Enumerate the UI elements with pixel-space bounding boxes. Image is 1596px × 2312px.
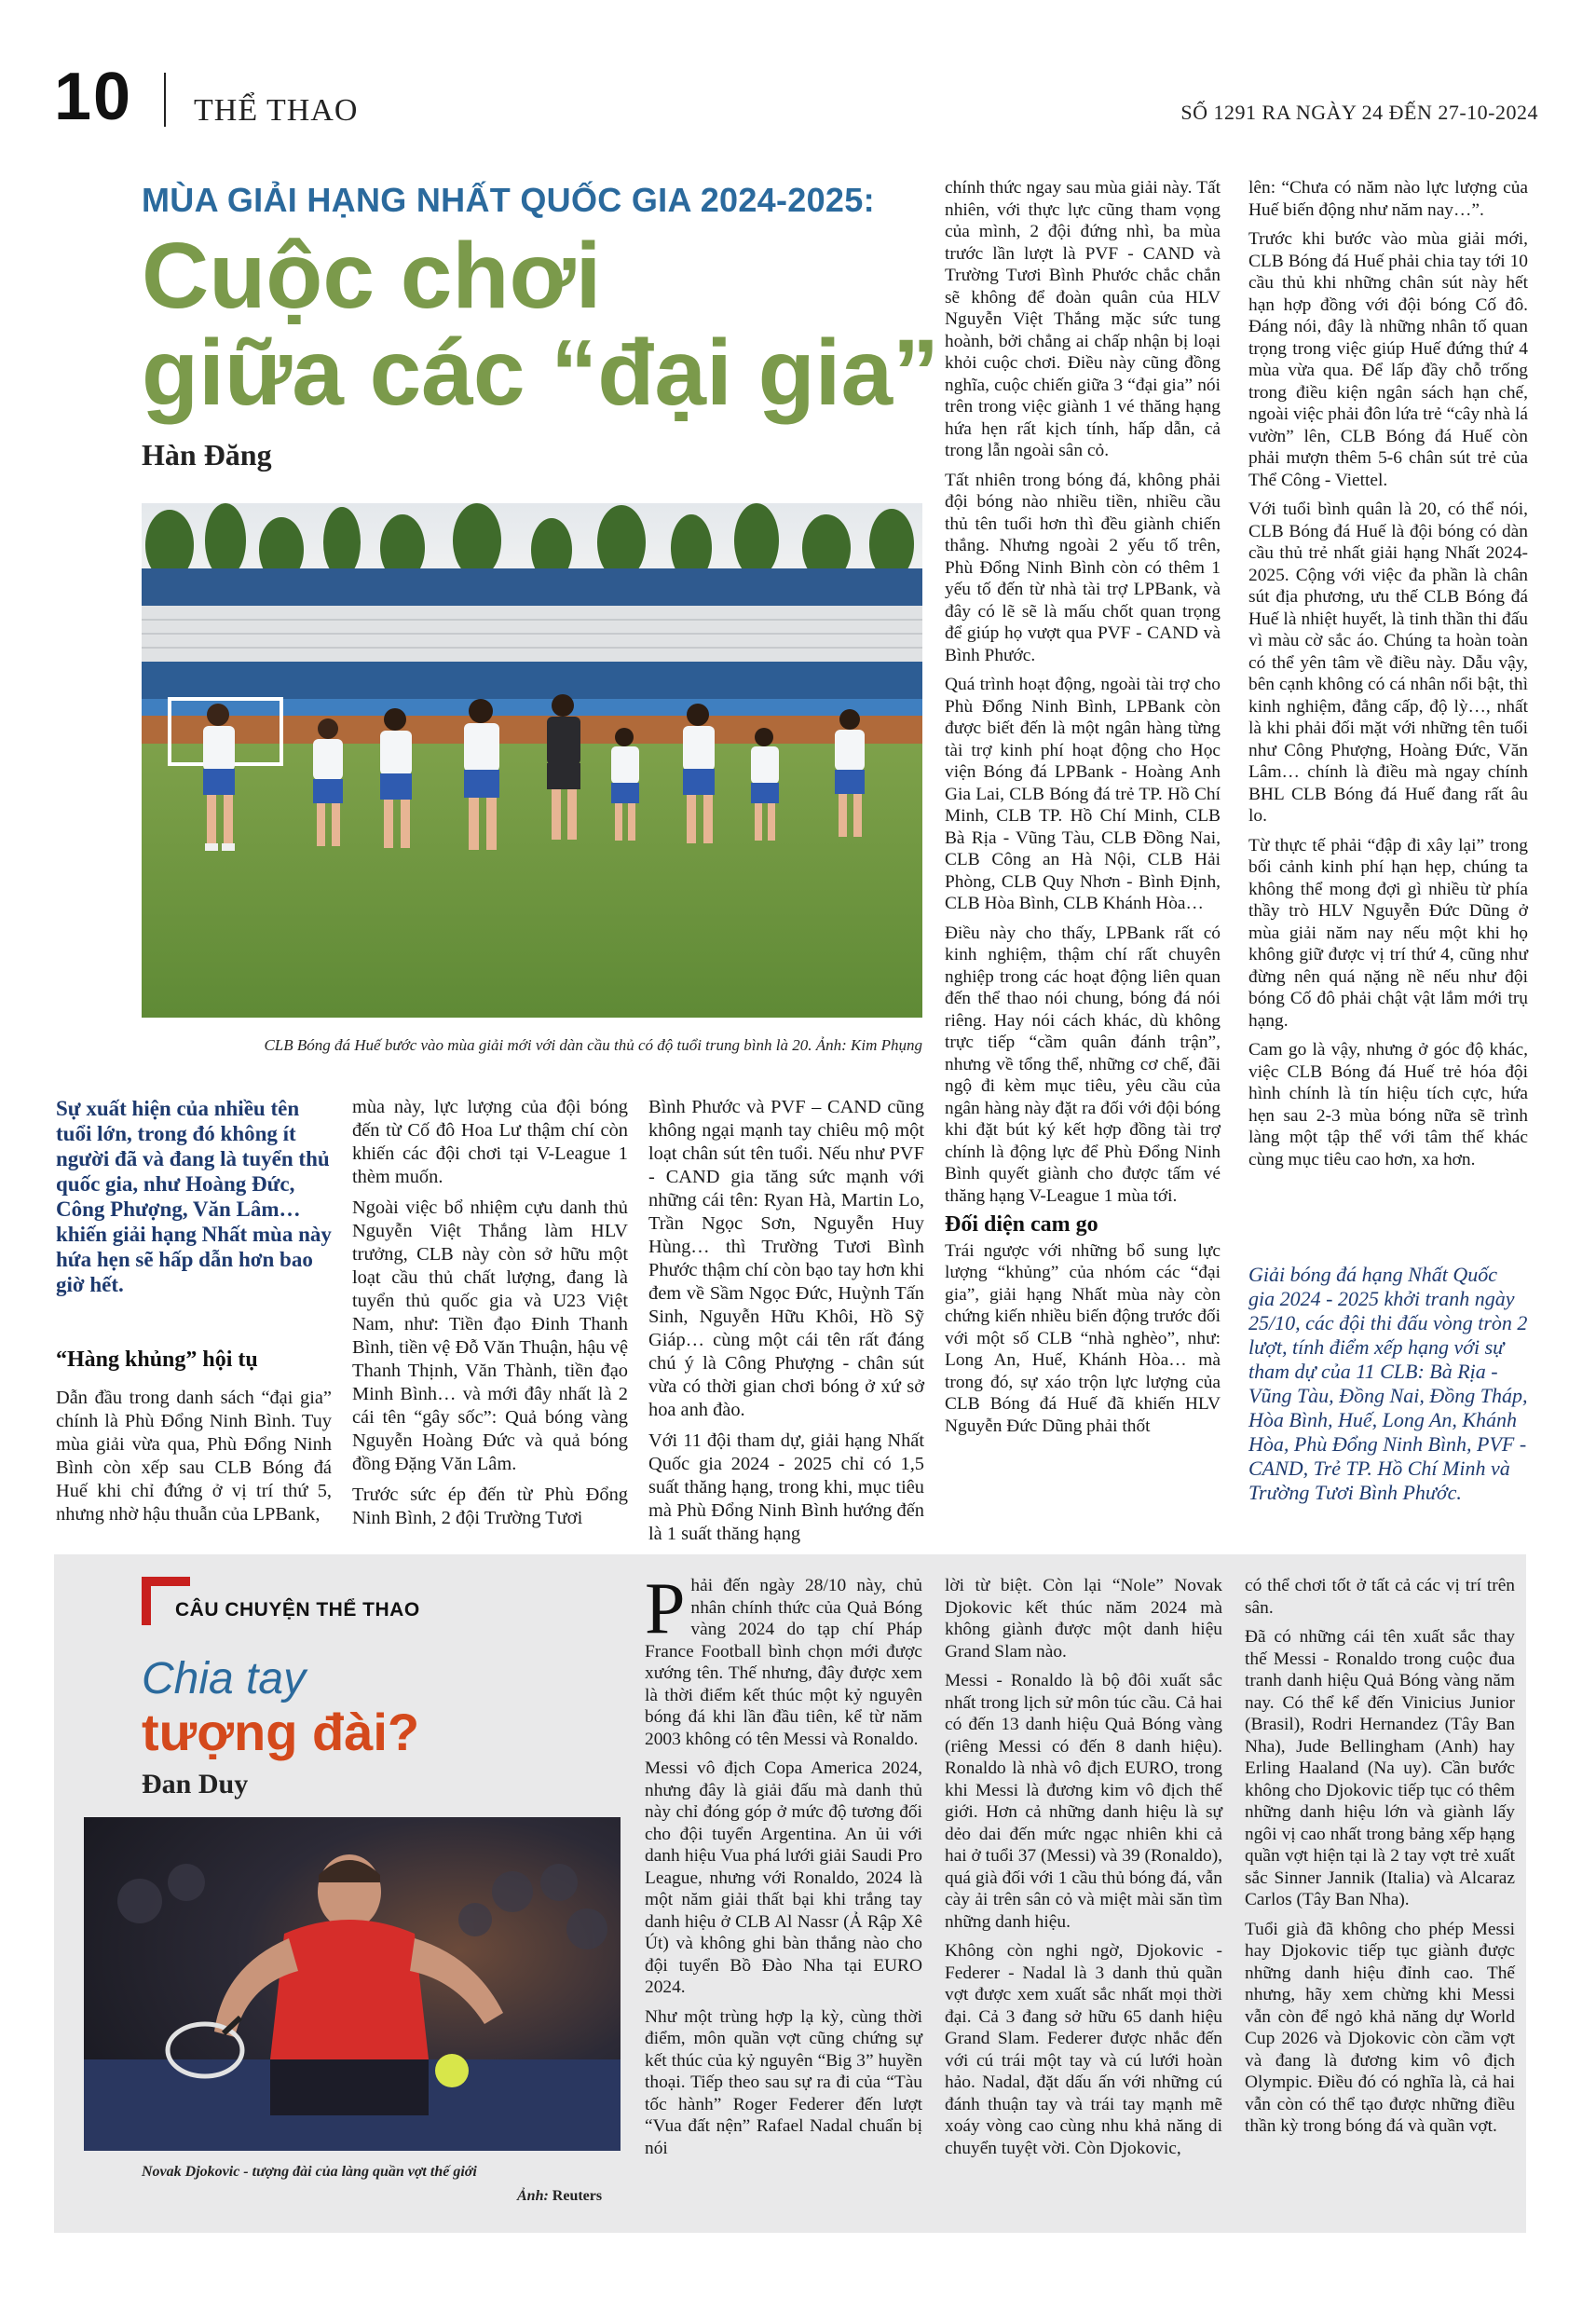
col4-paragraph-2: Tất nhiên trong bóng đá, không phải đội bóng nào nhiều tiền, nhiều cầu thủ tên tuổi hơn thì đều giành chiến thắng. Nhưng ngoài 2 yếu tố trên, Phù Đổng Ninh Bình còn có thêm 1 yếu tố đến từ nhà tài trợ LPBank, và đây có lẽ sẽ là mấu chốt quan trọng để giúp họ vượt qua PVF - CAND và Bình Phước. <box>945 470 1221 665</box>
training-photo-illustration <box>142 503 922 1018</box>
headline-line-1: Cuộc chơi <box>142 224 602 328</box>
djokovic-photo <box>84 1817 621 2151</box>
article-kicker: MÙA GIẢI HẠNG NHẤT QUỐC GIA 2024-2025: <box>142 181 875 219</box>
col5-paragraph-2: Trước khi bước vào mùa giải mới, CLB Bóng đá Huế phải chia tay tới 10 cầu thủ khi những chân sút này hết hạn hợp đồng với đội bóng Cố đô. Đáng nói, đây là những nhân tố quan trọng trong việc giúp Huế đứng thứ 4 mùa vừa qua. Để lấp đầy chỗ trống trong điều kiện ngân sách hạn chế, ngoài việc phải đôn lứa trẻ “cây nhà lá vườn” lên, CLB Bóng đá Huế còn phải mượn thêm 5-6 chân sút trẻ của Thể Công - Viettel. <box>1248 229 1528 490</box>
story-byline: Đan Duy <box>142 1769 249 1799</box>
col5-paragraph-4: Từ thực tế phải “đập đi xây lại” trong bối cảnh kinh phí hạn hẹp, chúng ta không thể mong đợi gì nhiều từ phía thầy trò HLV Nguyễn Đức Dũng ở mùa giải năm nay nếu một khi họ không giữ được vị trí thứ 4, cũng như đừng nên quá nặng nề nếu như đội bóng Cố đô phải chật vật lắm mới trụ hạng. <box>1248 835 1528 1031</box>
article-column-4 <box>945 177 1221 1444</box>
story-label: CÂU CHUYỆN THỂ THAO <box>175 1599 420 1621</box>
issue-info: SỐ 1291 RA NGÀY 24 ĐẾN 27-10-2024 <box>1180 101 1538 124</box>
story-column-1 <box>645 1567 922 2167</box>
story-c2-paragraph-2: Messi - Ronaldo là bộ đôi xuất sắc nhất trong lịch sử môn túc cầu. Cả hai có đến 13 danh hiệu Quả Bóng vàng (riêng Messi có đến 8 danh hiệu). Ronaldo là nhà vô địch EURO, trong khi Messi là đương kim vô địch thế giới. Hơn cả những danh hiệu là sự dẻo dai đến mức ngạc nhiên khi cả hai ở tuổi 37 (Messi) và 39 (Ronaldo), quá già đối với 1 cầu thủ bóng đá, vẫn cày ải trên sân cỏ và miệt mài săn tìm những danh hiệu. <box>945 1671 1222 1932</box>
story-c1-text-1: hải đến ngày 28/10 này, chủ nhân chính thức của Quả Bóng vàng 2024 do tạp chí Pháp France Football bình chọn mới được xướng tên. Thế nhưng, đây được xem là thời điểm kết thúc một kỷ nguyên bóng đá khi lần đầu tiên, kể từ năm 2003 không có tên Messi và Ronaldo. <box>645 1576 922 1749</box>
story-column-2 <box>945 1575 1222 2167</box>
col4-paragraph-3: Quá trình hoạt động, ngoài tài trợ cho Phù Đổng Ninh Bình, LPBank còn được biết đến là một ngân hàng từng tài trợ kinh phí hoạt động cho Học viện Bóng đá LPBank - Hoàng Anh Gia Lai, CLB Bóng đá trẻ TP. Hồ Chí Minh, CLB TP. Hồ Chí Minh, CLB Bà Rịa - Vũng Tàu, CLB Đồng Nai, CLB Công an Hà Nội, CLB Hải Phòng, CLB Quy Nhơn - Bình Định, CLB Hòa Bình, CLB Khánh Hòa… <box>945 675 1221 913</box>
col4-paragraph-1: chính thức ngay sau mùa giải này. Tất nhiên, với thực lực cũng tham vọng của mình, 2 đội đứng nhì, ba mùa trước lần lượt là PVF - CAND và Trường Tươi Bình Phước chắc chắn sẽ không để đoàn quân của HLV Nguyễn Việt Thắng mặc sức tung hoành, bởi chẳng ai chấp nhận bị loại khỏi cuộc chơi. Điều này cũng đồng nghĩa, cuộc chiến giữa 3 “đại gia” nói trên trong việc giành 1 vé thăng hạng hứa hẹn rất kịch tính, hấp dẫn, cả trong lẫn ngoài sân cỏ. <box>945 178 1221 460</box>
col5-paragraph-5: Cam go là vậy, nhưng ở góc độ khác, việc CLB Bóng đá Huế trẻ hóa đội hình chính là tín hiệu tích cực, hứa hẹn sau 2-3 mùa bóng nữa sẽ trình làng một tập thể với tâm thế khác cùng mục tiêu cao hơn, xa hơn. <box>1248 1040 1528 1170</box>
story-c2-paragraph-3: Không còn nghi ngờ, Djokovic - Federer - Nadal là 3 danh thủ quần vợt được xem xuất sắc nhất mọi thời đại. Cả 3 đang sở hữu 65 danh hiệu Grand Slam. Federer được nhắc đến với cú trái một tay và cú lưới hoàn hảo. Nadal, đặt dấu ấn với những cú đánh thuận tay và trái tay mạnh mẽ xoáy vòng cao cùng nhu khả năng di chuyển tuyệt vời. Còn Djokovic, <box>945 1941 1222 2158</box>
article-column-1 <box>56 1387 332 1534</box>
col4-paragraph-5: Trái ngược với những bổ sung lực lượng “khủng” của nhóm các “đại gia”, giải hạng Nhất mùa này còn chứng kiến nhiều biến động trước đối với một số CLB “nhà nghèo”, như: Long An, Huế, Khánh Hòa… mà trong đó, sự xáo trộn lực lượng của CLB Bóng đá Huế đã khiến HLV Nguyễn Đức Dũng phải thốt <box>945 1240 1221 1436</box>
story-c3-paragraph-3: Tuổi già đã không cho phép Messi hay Djokovic tiếp tục giành được những danh hiệu đỉnh cao. Thế nhưng, hãy xem chừng khi Messi vẫn còn để ngỏ khả năng dự World Cup 2026 và Djokovic còn cầm vợt và đang là đương kim vô địch Olympic. Điều đó có nghĩa là, cả hai vẫn còn có thể tạo được những điều thần kỳ trong bóng đá và quần vợt. <box>1245 1919 1515 2136</box>
story-title-line-2: tượng đài? <box>142 1703 420 1761</box>
story-c1-paragraph-3: Như một trùng hợp lạ kỳ, cùng thời điểm, môn quần vợt cũng chứng sự kết thúc của kỷ nguyên “Big 3” huyền thoại. Tiếp theo sau sự ra đi của “Tàu tốc hành” Roger Federer đến lượt “Vua đất nện” Rafael Nadal chuẩn bị nói <box>645 2006 922 2158</box>
story-c1-paragraph-1 <box>645 1567 922 1750</box>
col1-paragraph: Dẫn đầu trong danh sách “đại gia” chính là Phù Đổng Ninh Bình. Tuy mùa giải vừa qua, Phù Đổng Ninh Bình còn xếp sau CLB Bóng đá Huế khi chỉ đứng ở vị trí thứ 5, nhưng nhờ hậu thuẫn của LPBank, <box>56 1388 332 1525</box>
col3-paragraph-2: Với 11 đội tham dự, giải hạng Nhất Quốc gia 2024 - 2025 chỉ có 1,5 suất thăng hạng, trong khi, mục tiêu mà Phù Đổng Ninh Bình hướng đến là 1 suất thăng hạng <box>648 1430 924 1544</box>
header-divider <box>164 73 166 127</box>
headline-line-2: giữa các “đại gia” <box>142 321 940 425</box>
photo-credit-label: Ảnh: <box>517 2188 549 2204</box>
story-c3-paragraph-2: Đã có những cái tên xuất sắc thay thế Messi - Ronaldo trong cuộc đua tranh danh hiệu Quả Bóng vàng năm nay. Có thể kể đến Vinicius Junior (Brasil), Rodri Hernandez (Tây Ban Nha), Jude Bellingham (Anh) hay Erling Haaland (Na uy). Cần bước không cho Djokovic tiếp tục có thêm những danh hiệu lớn và giành lấy ngôi vị cao nhất trong bảng xếp hạng quần vợt hiện tại là 2 tay vợt trẻ xuất sắc Sinner Jannik (Italia) và Alcaraz Carlos (Tây Ban Nha). <box>1245 1627 1515 1909</box>
col5-paragraph-3: Với tuổi bình quân là 20, có thể nói, CLB Bóng đá Huế là đội bóng có dàn cầu thủ trẻ nhất giải hạng Nhất 2024-2025. Cộng với việc đa phần là chân sút địa phương, ưu thế CLB Bóng đá Huế là nhiệt huyết, là tinh thần thi đấu vì màu cờ sắc áo. Chúng ta hoàn toàn có thể yên tâm về điều này. Dẫu vậy, bên cạnh không có cá nhân nổi bật, thì kinh nghiệm, đẳng cấp, độ lỳ…, nhất là khi phải đối mặt với những tên tuổi như Công Phượng, Hoàng Đức, Văn Lâm… chính là điều mà ngay chính BHL CLB Bóng đá Huế đang rất âu lo. <box>1248 499 1528 826</box>
article-byline: Hàn Đăng <box>142 438 272 472</box>
subhead-hang-khung: “Hàng khủng” hội tụ <box>56 1348 258 1372</box>
training-photo-caption: CLB Bóng đá Huế bước vào mùa giải mới với dàn cầu thủ có độ tuổi trung bình là 20. Ảnh: Kim Phụng <box>264 1036 922 1054</box>
col4-paragraph-4: Điều này cho thấy, LPBank rất có kinh nghiệm, thậm chí rất chuyên nghiệp trong các hoạt động liên quan đến thể thao nói chung, bóng đá nói riêng. Hay nói cách khác, dù không trực tiếp “cầm quân đánh trận”, nhưng về tổng thể, những cơ chế, đãi ngộ đi kèm mục tiêu, yêu cầu của ngân hàng này đặt ra đối với đội bóng khi đặt bút ký kết hợp đồng tài trợ chính là động lực để Phù Đổng Ninh Bình quyết giành cho được tấm vé thăng hạng V-League 1 mùa tới. <box>945 923 1221 1206</box>
article-lead: Sự xuất hiện của nhiều tên tuổi lớn, trong đó không ít người đã và đang là tuyển thủ quốc gia, như Hoàng Đức, Công Phượng, Văn Lâm… khiến giải hạng Nhất mùa này hứa hẹn sẽ hấp dẫn hơn bao giờ hết. <box>56 1097 332 1296</box>
page-number: 10 <box>54 60 133 134</box>
team-training-photo <box>142 503 922 1018</box>
subhead-doi-dien: Đối diện cam go <box>945 1212 1098 1237</box>
col5-paragraph-1: lên: “Chưa có năm nào lực lượng của Huế biến động như năm nay…”. <box>1248 178 1528 220</box>
djokovic-photo-caption: Novak Djokovic - tượng đài của làng quần vợt thế giới <box>142 2164 477 2180</box>
article-column-3 <box>648 1096 924 1553</box>
article-headline <box>142 224 940 425</box>
story-c3-paragraph-1: có thể chơi tốt ở tất cả các vị trí trên sân. <box>1245 1576 1515 1618</box>
col2-paragraph-1: mùa này, lực lượng của đội bóng đến từ Cố đô Hoa Lư thậm chí còn khiến các đội chơi tại V-League 1 thèm muốn. <box>352 1097 628 1187</box>
story-c1-paragraph-2: Messi vô địch Copa America 2024, nhưng đây là giải đấu mà danh thủ này chỉ đóng góp ở mức độ tương đối cho đội tuyển Argentina. An ủi với danh hiệu Vua phá lưới giải Saudi Pro League, nhưng với Ronaldo, 2024 là một năm giải thất bại khi trắng tay danh hiệu ở CLB Al Nassr (Ả Rập Xê Út) và không ghi bàn thắng nào cho đội tuyển Bồ Đào Nha tại EURO 2024. <box>645 1758 922 1997</box>
article-column-2 <box>352 1096 628 1538</box>
story-title-line-1: Chia tay <box>142 1654 307 1703</box>
col3-paragraph-1: Bình Phước và PVF – CAND cũng không ngại mạnh tay chiêu mộ một loạt chân sút tên tuổi. Nếu như PVF - CAND gia tăng sức mạnh với những cái tên: Ryan Hà, Martin Lo, Trần Ngọc Sơn, Nguyễn Huy Hùng… thì Trường Tươi Bình Phước thậm chí còn bạo tay hơn khi đem về Sầm Ngọc Đức, Huỳnh Tấn Sinh, Nguyễn Hữu Khôi, Hồ Sỹ Giáp… cùng một cái tên rất đáng chú ý là Công Phượng - chân sút vừa có thời gian chơi bóng ở xứ sở hoa anh đào. <box>648 1097 924 1420</box>
col2-paragraph-2: Ngoài việc bổ nhiệm cựu danh thủ Nguyễn Việt Thắng làm HLV trưởng, CLB này còn sở hữu một loạt cầu thủ chất lượng, đang là tuyển thủ quốc gia và U23 Việt Nam, như: Tiền đạo Đinh Thanh Bình, tiền vệ Đỗ Văn Thuận, hậu vệ Thanh Thịnh, Văn Thành, tiền đạo Minh Bình… và mới đây nhất là 2 cái tên “gây sốc”: Quả bóng vàng Nguyễn Hoàng Đức và quả bóng đồng Đặng Văn Lâm. <box>352 1197 628 1474</box>
col2-paragraph-3: Trước sức ép đến từ Phù Đổng Ninh Bình, 2 đội Trường Tươi <box>352 1484 628 1528</box>
djokovic-photo-illustration <box>84 1817 621 2151</box>
photo-credit-source: Reuters <box>552 2188 603 2204</box>
article-column-5 <box>1248 177 1528 1178</box>
section-name: THỂ THAO <box>194 93 359 128</box>
story-dropcap: P <box>645 1567 686 1648</box>
league-info-note: Giải bóng đá hạng Nhất Quốc gia 2024 - 2025 khởi tranh ngày 25/10, các đội thi đấu vòng tròn 2 lượt, tính điểm xếp hạng với sự tham dự của 11 CLB: Bà Rịa - Vũng Tàu, Đồng Nai, Đồng Tháp, Hòa Bình, Huế, Long An, Khánh Hòa, Phù Đổng Ninh Bình, PVF - CAND, Trẻ TP. Hồ Chí Minh và Trường Tươi Bình Phước. <box>1248 1263 1528 1504</box>
story-c2-paragraph-1: lời từ biệt. Còn lại “Nole” Novak Djokovic kết thúc năm 2024 mà không giành được một danh hiệu Grand Slam nào. <box>945 1576 1222 1662</box>
story-column-3 <box>1245 1575 1515 2145</box>
djokovic-photo-credit <box>517 2188 602 2205</box>
